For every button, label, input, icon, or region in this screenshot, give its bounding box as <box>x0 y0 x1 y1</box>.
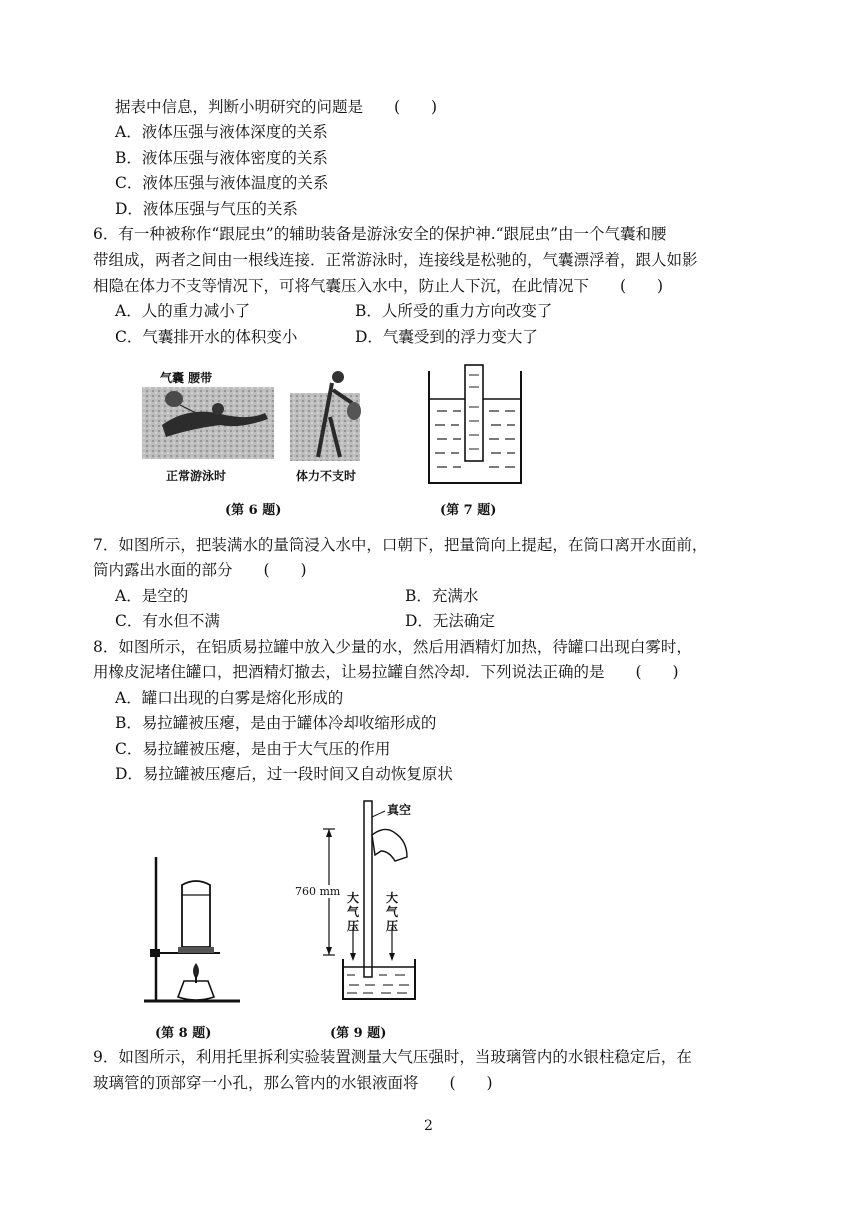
q6-stem-line1: 6．有一种被称作“跟屁虫”的辅助装备是游泳安全的保护神.“跟屁虫”由一个气囊和腰 <box>93 225 667 243</box>
q7-stem-line1: 7．如图所示，把装满水的量筒浸入水中，口朝下，把量筒向上提起，在筒口离开水面前， <box>93 536 708 554</box>
can-heating-apparatus <box>140 855 250 1007</box>
graduated-cylinder-in-water <box>425 363 525 488</box>
q5-option-d: D．液体压强与气压的关系 <box>115 200 298 218</box>
fig6-caption: (第 6 题) <box>225 503 282 518</box>
figure-8 <box>140 855 250 1007</box>
torricelli-apparatus <box>295 795 435 1007</box>
fig6-label-normal: 正常游泳时 <box>166 469 227 483</box>
fig9-caption: (第 9 题) <box>330 1026 387 1041</box>
q8-option-c: C．易拉罐被压瘪，是由于大气压的作用 <box>115 740 391 758</box>
fig6-label-exhausted: 体力不支时 <box>296 469 357 483</box>
q8-stem-line1: 8．如图所示，在铝质易拉罐中放入少量的水，然后用酒精灯加热，待罐口出现白雾时， <box>93 638 692 656</box>
q5-stem: 据表中信息，判断小明研究的问题是 ( ) <box>115 98 438 116</box>
q5-option-a: A．液体压强与液体深度的关系 <box>115 123 328 141</box>
q6-stem-line3: 相隐在体力不支等情况下，可将气囊压入水中，防止人下沉，在此情况下 ( ) <box>93 277 664 295</box>
q7-stem-line2: 筒内露出水面的部分 ( ) <box>93 561 307 579</box>
q7-option-c: C．有水但不满 <box>115 612 220 630</box>
q6-option-c: C．气囊排开水的体积变小 <box>115 328 298 346</box>
fig8-caption: (第 8 题) <box>155 1026 212 1041</box>
figure-7 <box>425 363 525 488</box>
fig9-label-vacuum: 真空 <box>387 803 412 817</box>
q5-option-b: B．液体压强与液体密度的关系 <box>115 149 328 167</box>
page-number: 2 <box>424 1118 433 1134</box>
q7-option-d: D．无法确定 <box>405 612 495 630</box>
q8-option-b: B．易拉罐被压瘪，是由于罐体冷却收缩形成的 <box>115 714 437 732</box>
q8-option-d: D．易拉罐被压瘪后，过一段时间又自动恢复原状 <box>115 765 453 783</box>
q6-stem-line2: 带组成，两者之间由一根线连接．正常游泳时，连接线是松驰的，气囊漂浮着，跟人如影 <box>93 251 698 269</box>
q7-option-b: B．充满水 <box>405 587 479 605</box>
figure-6 <box>140 365 390 487</box>
figure-9 <box>295 795 435 1007</box>
fig9-label-atm-right: 大 气 压 <box>386 891 399 933</box>
q9-stem-line1: 9．如图所示，利用托里拆利实验装置测量大气压强时，当玻璃管内的水银柱稳定后，在 <box>93 1048 692 1066</box>
fig9-label-atm-left: 大 气 压 <box>347 891 360 933</box>
fig9-label-height: 760 mm <box>295 885 341 898</box>
q7-option-a: A．是空的 <box>115 587 189 605</box>
q9-stem-line2: 玻璃管的顶部穿一小孔，那么管内的水银液面将 ( ) <box>93 1074 493 1092</box>
q5-option-c: C．液体压强与液体温度的关系 <box>115 174 329 192</box>
fig6-label-airbag-belt: 气囊 腰带 <box>160 371 213 385</box>
fig7-caption: (第 7 题) <box>440 503 497 518</box>
q6-option-d: D．气囊受到的浮力变大了 <box>355 328 538 346</box>
q8-option-a: A．罐口出现的白雾是熔化形成的 <box>115 689 344 707</box>
q8-stem-line2: 用橡皮泥堵住罐口，把酒精灯撤去，让易拉罐自然冷却．下列说法正确的是 ( ) <box>93 663 679 681</box>
q6-option-a: A．人的重力减小了 <box>115 302 251 320</box>
q6-option-b: B．人所受的重力方向改变了 <box>355 302 553 320</box>
